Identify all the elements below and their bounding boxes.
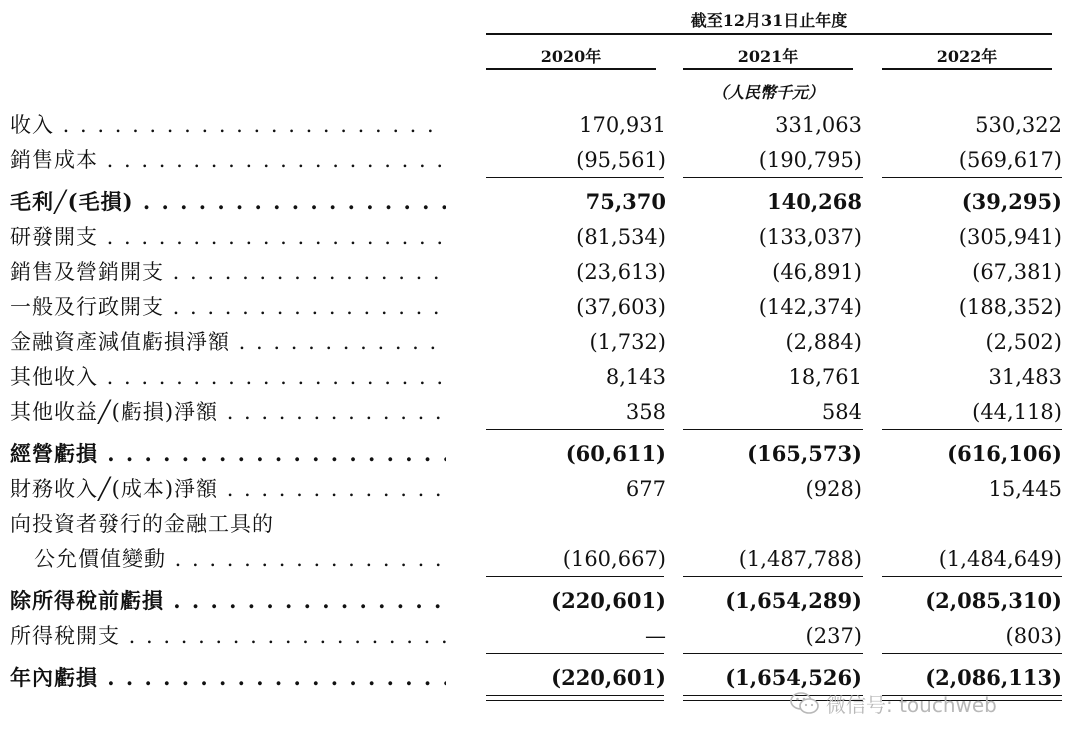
- value-2021: 140,268: [767, 189, 862, 214]
- year-2020-header: 2020年: [540, 47, 602, 66]
- subtotal-rule: [683, 177, 863, 178]
- subtotal-rule: [882, 653, 1062, 654]
- value-2020: (23,613): [576, 260, 666, 284]
- subtotal-rule: [486, 429, 664, 430]
- row-label: 銷售及營銷開支 . . .: [10, 255, 446, 289]
- table-row: [0, 395, 1080, 429]
- subtotal-rule: [486, 576, 664, 577]
- value-2021: (928): [805, 477, 862, 501]
- value-2020: (81,534): [576, 225, 666, 249]
- value-2022: (1,484,649): [938, 547, 1062, 571]
- value-2022: 15,445: [988, 477, 1062, 501]
- subtotal-rule: [486, 177, 664, 178]
- value-2020: (160,667): [562, 547, 666, 571]
- table-row: [0, 542, 1080, 576]
- value-2021: (142,374): [758, 295, 862, 319]
- value-2021: (133,037): [758, 225, 862, 249]
- subtotal-rule: [486, 653, 664, 654]
- value-2020: (95,561): [576, 148, 666, 172]
- year-2022-header: 2022年: [936, 47, 998, 66]
- row-label: 財務收入╱(成本)淨額 . . .: [10, 472, 446, 506]
- row-label: 一般及行政開支 . . .: [10, 290, 446, 324]
- value-2022: (305,941): [958, 225, 1062, 249]
- value-2020: (60,611): [565, 441, 666, 466]
- value-2022: 530,322: [975, 113, 1062, 137]
- value-2021: (190,795): [758, 148, 862, 172]
- value-2021: 584: [821, 400, 862, 424]
- value-2022: (39,295): [961, 189, 1062, 214]
- table-row: [0, 472, 1080, 506]
- table-row: [0, 185, 1080, 219]
- value-2022: 31,483: [988, 365, 1062, 389]
- year-2021-underline: [683, 68, 853, 70]
- subtotal-rule: [882, 429, 1062, 430]
- value-2020: 8,143: [605, 365, 666, 389]
- value-2021: (1,654,289): [725, 588, 862, 613]
- subtotal-rule: [683, 429, 863, 430]
- table-row: [0, 584, 1080, 618]
- value-2022: (188,352): [958, 295, 1062, 319]
- value-2021: (165,573): [747, 441, 862, 466]
- value-2022: (67,381): [972, 260, 1062, 284]
- row-label: 金融資產減值虧損淨額 . . .: [10, 325, 446, 359]
- table-row: [0, 619, 1080, 653]
- total-double-rule: [486, 700, 664, 701]
- value-2020: (220,601): [551, 588, 666, 613]
- table-row: [0, 360, 1080, 394]
- units-label: （人民幣千元）: [711, 83, 824, 102]
- row-label: 公允價值變動 . . .: [34, 542, 446, 576]
- row-label: 經營虧損 . . .: [10, 437, 446, 471]
- row-label: 年內虧損 . . .: [10, 661, 446, 695]
- table-row: [0, 220, 1080, 254]
- table-row: [0, 290, 1080, 324]
- value-2021: (2,884): [785, 330, 862, 354]
- value-2021: (1,654,526): [725, 665, 862, 690]
- value-2020: —: [645, 624, 666, 648]
- period-underline: [486, 33, 1052, 35]
- total-double-rule: [486, 695, 664, 696]
- row-label: 毛利╱(毛損) . . .: [10, 185, 446, 219]
- value-2022: (616,106): [947, 441, 1062, 466]
- value-2022: (803): [1005, 624, 1062, 648]
- year-2022-underline: [882, 68, 1052, 70]
- watermark: [790, 690, 997, 716]
- row-label: 銷售成本 . . .: [10, 143, 446, 177]
- year-2020-underline: [486, 68, 656, 70]
- value-2020: 677: [625, 477, 666, 501]
- subtotal-rule: [882, 576, 1062, 577]
- subtotal-rule: [683, 576, 863, 577]
- row-label: 向投資者發行的金融工具的: [10, 512, 274, 536]
- row-label: 其他收入 . . .: [10, 360, 446, 394]
- value-2021: 18,761: [788, 365, 862, 389]
- value-2020: (220,601): [551, 665, 666, 690]
- table-row: [0, 325, 1080, 359]
- value-2020: (37,603): [576, 295, 666, 319]
- row-label: 收入 . . .: [10, 108, 446, 142]
- subtotal-rule: [882, 177, 1062, 178]
- table-row: [0, 255, 1080, 289]
- value-2022: (2,086,113): [925, 665, 1062, 690]
- table-row: [0, 437, 1080, 471]
- year-2021-header: 2021年: [737, 47, 799, 66]
- value-2021: 331,063: [775, 113, 862, 137]
- wechat-icon: [790, 691, 820, 715]
- table-row: [0, 507, 1080, 541]
- value-2020: (1,732): [589, 330, 666, 354]
- value-2022: (2,085,310): [925, 588, 1062, 613]
- row-label: 除所得稅前虧損 . . .: [10, 584, 446, 618]
- value-2021: (1,487,788): [738, 547, 862, 571]
- row-label: 研發開支 . . .: [10, 220, 446, 254]
- watermark-text: 微信号: touchweb: [826, 692, 997, 717]
- value-2020: 358: [625, 400, 666, 424]
- value-2020: 170,931: [579, 113, 666, 137]
- value-2021: (237): [805, 624, 862, 648]
- table-row: [0, 108, 1080, 142]
- subtotal-rule: [683, 653, 863, 654]
- value-2022: (44,118): [972, 400, 1062, 424]
- value-2022: (569,617): [958, 148, 1062, 172]
- value-2020: 75,370: [585, 189, 666, 214]
- row-label: 所得稅開支 . . .: [10, 619, 446, 653]
- period-header: 截至12月31日止年度: [690, 11, 848, 30]
- value-2022: (2,502): [985, 330, 1062, 354]
- value-2021: (46,891): [772, 260, 862, 284]
- table-row: [0, 143, 1080, 177]
- row-label: 其他收益╱(虧損)淨額 . . .: [10, 395, 446, 429]
